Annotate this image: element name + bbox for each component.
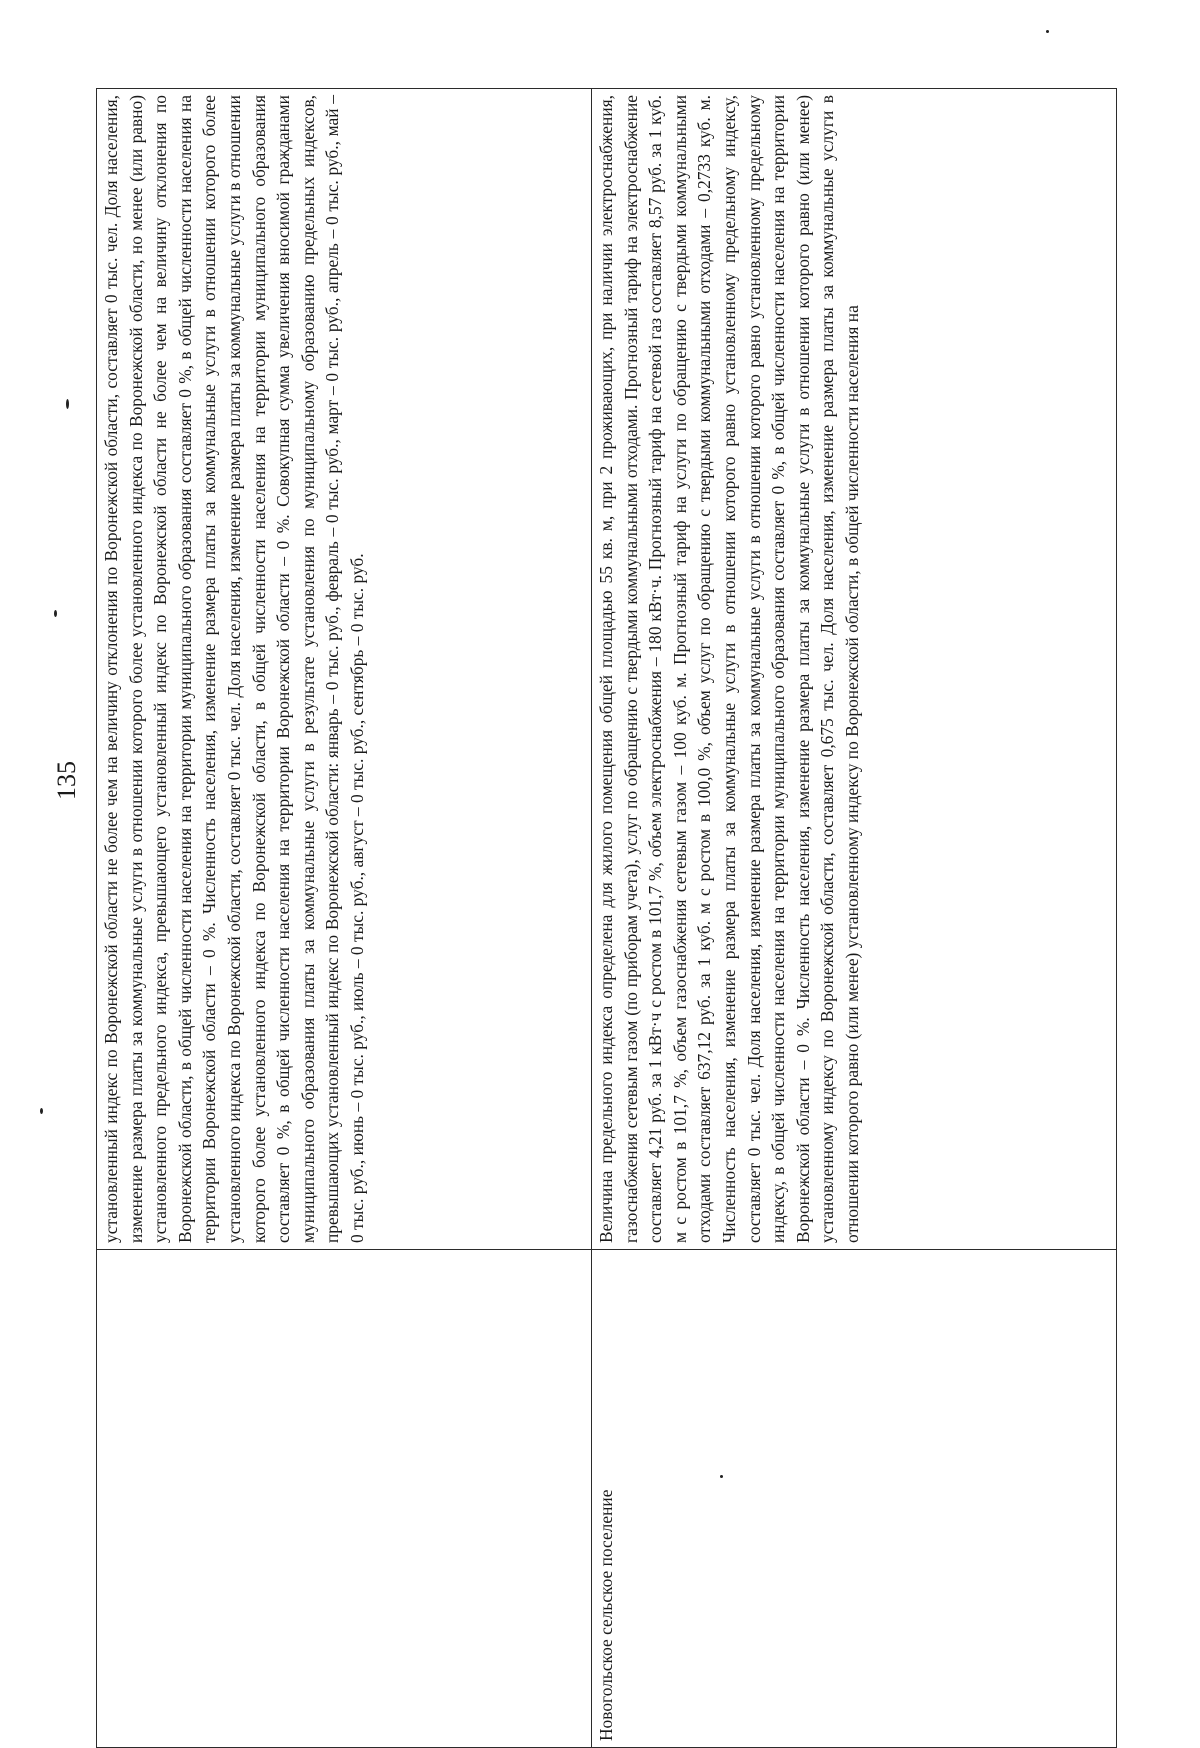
scan-speck bbox=[1046, 30, 1049, 33]
document-table bbox=[96, 88, 1117, 1748]
description-cell: Величина предельного индекса определена для жилого помещения общей площадью 55 кв. м, при 2 проживающих, при наличии электроснабжения, газоснабжения сетевым газом (по приборам учета), услуг по обращению с твердыми коммунальными отходами. Прогнозный тариф на электроснабжение составляет 4,21 руб. за 1 кВт·ч с ростом в 101,7 %, объем электроснабжения – 180 кВт·ч. Прогнозный тариф на сетевой газ составляет 8,57 руб. за 1 куб. м с ростом в 101,7 %, объем газоснабжения сетевым газом – 100 куб. м. Прогнозный тариф на услуги по обращению с твердыми коммунальными отходами составляет 637,12 руб. за 1 куб. м с ростом в 100,0 %, объем услуг по обращению с твердыми коммунальными отходами – 0,2733 куб. м. Численность населения, изменение размера платы за коммунальные услуги в отношении которого равно установленному предельному индексу, составляет 0 тыс. чел. Доля населения, изменение размера платы за коммунальные услуги в отношении которого равно установленному предельному индексу, в общей численности населения на территории муниципального образования составляет 0 %, в общей численности населения на территории Воронежской области – 0 %. Численность населения, изменение размера платы за коммунальные услуги в отношении которого равно (или менее) установленному индексу по Воронежской области, составляет 0,675 тыс. чел. Доля населения, изменение размера платы за коммунальные услуги в отношении которого равно (или менее) установленному индексу по Воронежской области, в общей численности населения на bbox=[592, 89, 1117, 1250]
scan-speck bbox=[66, 399, 69, 409]
page-number: 135 bbox=[52, 761, 81, 800]
scan-speck bbox=[40, 1108, 43, 1114]
description-cell: установленный индекс по Воронежской области не более чем на величину отклонения по Воронежской области, составляет 0 тыс. чел. Доля населения, изменение размера платы за коммунальные услуги в отношении которого более установленного индекса по Воронежской области, но менее (или равно) установленного предельного индекса, превышающего установленный индекс по Воронежской области не более чем на величину отклонения по Воронежской области, в общей численности населения на территории муниципального образования составляет 0 %, в общей численности населения на территории Воронежской области – 0 %. Численность населения, изменение размера платы за коммунальные услуги в отношении которого более установленного индекса по Воронежской области, составляет 0 тыс. чел. Доля населения, изменение размера платы за коммунальные услуги в отношении которого более установленного индекса по Воронежской области, в общей численности населения на территории муниципального образования составляет 0 %, в общей численности населения на территории Воронежской области – 0 %. Совокупная сумма увеличения вносимой гражданами муниципального образования платы за коммунальные услуги в результате установления по муниципальному образованию предельных индексов, превышающих установленный индекс по Воронежской области: январь – 0 тыс. руб., февраль – 0 тыс. руб., март – 0 тыс. руб., апрель – 0 тыс. руб., май – 0 тыс. руб., июнь – 0 тыс. руб., июль – 0 тыс. руб., август – 0 тыс. руб., сентябрь – 0 тыс. руб. bbox=[97, 89, 592, 1250]
municipality-cell bbox=[97, 1250, 592, 1748]
table-row bbox=[592, 89, 1117, 1748]
rotated-table-container bbox=[96, 88, 1116, 1748]
scan-speck bbox=[54, 610, 57, 617]
municipality-cell: Новогольское сельское поселение bbox=[592, 1250, 1117, 1748]
table-row bbox=[97, 89, 592, 1748]
